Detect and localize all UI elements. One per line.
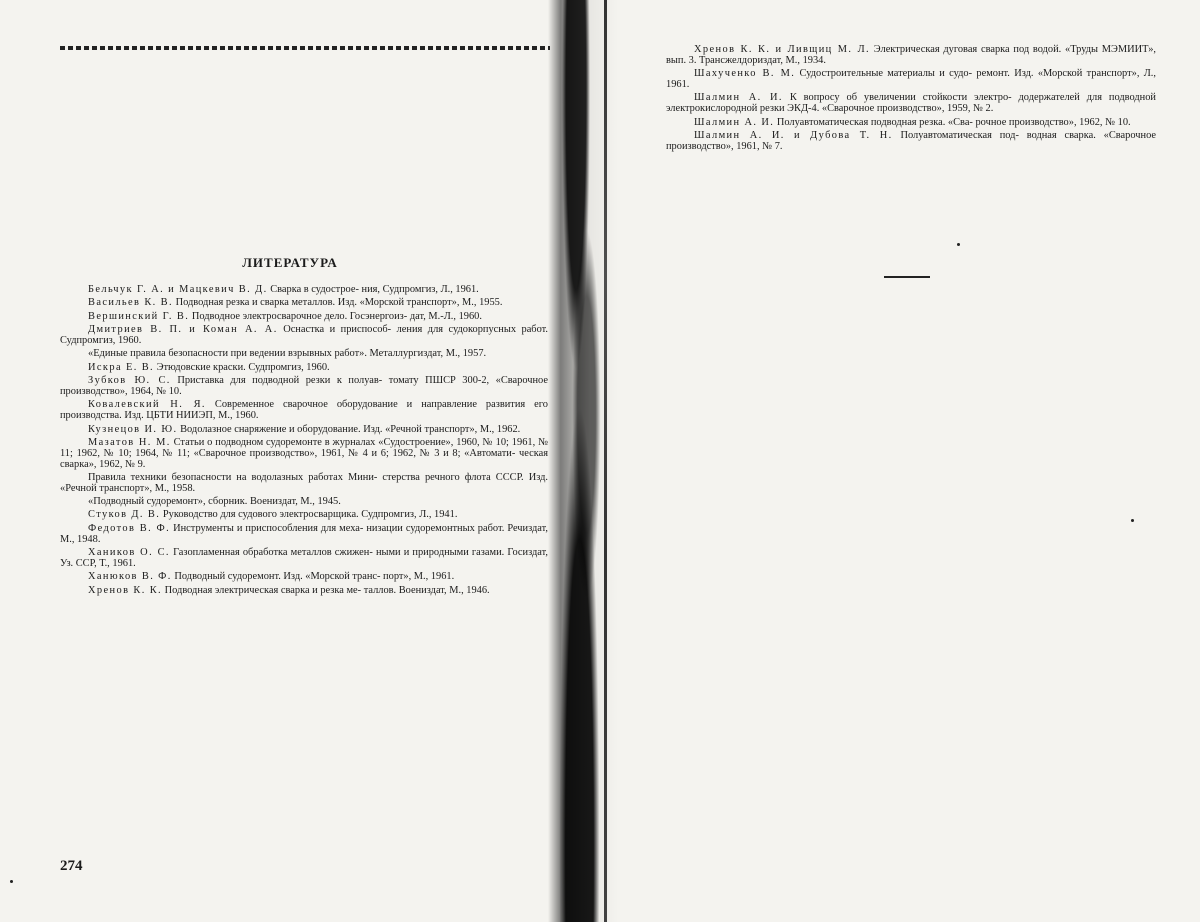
bib-entry: Шахученко В. М. Судостроительные материалы и судо- ремонт. Изд. «Морской транспорт», Л., 1961.	[666, 68, 1156, 90]
dotted-top-rule	[60, 46, 550, 50]
bib-entry: Шалмин А. И. Полуавтоматическая подводная резка. «Сва- рочное производство», 1962, № 10.	[694, 116, 1131, 128]
bib-entry: Зубков Ю. С. Приставка для подводной резки к полуав- томату ПШСР 300-2, «Сварочное производство», 1964, № 10.	[60, 375, 548, 397]
gutter-line	[604, 0, 607, 922]
page-number: 274	[60, 858, 83, 874]
bib-entry: Федотов В. Ф. Инструменты и приспособления для меха- низации судоремонтных работ. Речиздат, М., 1948.	[60, 522, 548, 545]
right-page	[610, 0, 1200, 922]
bib-entry: Шалмин А. И. и Дубова Т. Н. Полуавтоматическая под- водная сварка. «Сварочное производство», 1961, № 7.	[666, 129, 1156, 152]
bib-entry: Кузнецов И. Ю. Водолазное снаряжение и оборудование. Изд. «Речной транспорт», М., 1962.	[88, 423, 521, 435]
bib-entry: Хренов К. К. и Ливщиц М. Л. Электрическая дуговая сварка под водой. «Труды МЭМИИТ», вып. 3. Трансжелдориздат, М., 1934.	[666, 44, 1157, 66]
bib-entry: Мазатов Н. М. Статьи о подводном судоремонте в журналах «Судостроение», 1960, № 10; 1961, № 11; 1962, № 10; 1964, № 11; «Сварочное производство», 1961, № 4 и 6; 1962, № 3 и 8; «Автомати- ческая сварка», 1962, № 9.	[60, 436, 548, 470]
speck-mark	[957, 243, 960, 246]
bib-entry: Хренов К. К. Подводная электрическая сварка и резка ме- таллов. Воениздат, М., 1946.	[88, 584, 490, 596]
bibliography-list-right	[666, 45, 1156, 155]
bib-entry: Ковалевский Н. Я. Современное сварочное оборудование и направление развития его производства. Изд. ЦБТИ НИИЭП, М., 1960.	[60, 399, 548, 422]
end-dash-mark	[884, 276, 930, 278]
bib-entry: Вершинский Г. В. Подводное электросварочное дело. Госэнергоиз- дат, М.-Л., 1960.	[88, 310, 482, 322]
bib-entry: Искра Е. В. Этюдовские краски. Судпромгиз, 1960.	[88, 361, 330, 373]
bib-entry: Ханюков В. Ф. Подводный судоремонт. Изд. «Морской транс- порт», М., 1961.	[88, 571, 455, 583]
bib-entry: «Подводный судоремонт», сборник. Воениздат, М., 1945.	[88, 496, 341, 508]
bib-entry: Васильев К. В. Подводная резка и сварка металлов. Изд. «Морской транспорт», М., 1955.	[88, 297, 503, 309]
speck-mark	[10, 880, 13, 883]
bib-entry: Шалмин А. И. К вопросу об увеличении стойкости электро- додержателей для подводной электрокислородной резки ЭКД-4. «Сварочное производство», 1959, № 2.	[666, 92, 1156, 115]
bibliography-list-left	[60, 285, 548, 599]
speck-mark	[1131, 519, 1134, 522]
bib-entry: Дмитриев В. П. и Коман А. А. Оснастка и приспособ- ления для судокорпусных работ. Судпромгиз, 1960.	[60, 324, 549, 346]
bib-entry: Хаников О. С. Газопламенная обработка металлов сжижен- ными и природными газами. Госиздат, Уз. ССР, Т., 1961.	[60, 547, 548, 569]
bib-entry: Стуков Д. В. Руководство для судового электросварщика. Судпромгиз, Л., 1941.	[88, 509, 458, 521]
book-gutter-shadow	[548, 0, 618, 922]
bib-entry: «Единые правила безопасности при ведении взрывных работ». Металлургиздат, М., 1957.	[88, 348, 487, 360]
bib-entry: Правила техники безопасности на водолазных работах Мини- стерства речного флота СССР. Изд. «Речной транспорт», М., 1958.	[60, 471, 548, 494]
left-page	[0, 0, 560, 922]
bib-entry: Бельчук Г. А. и Мацкевич В. Д. Сварка в судострое- ния, Судпромгиз, Л., 1961.	[88, 284, 479, 295]
page-heading: ЛИТЕРАТУРА	[242, 255, 338, 270]
